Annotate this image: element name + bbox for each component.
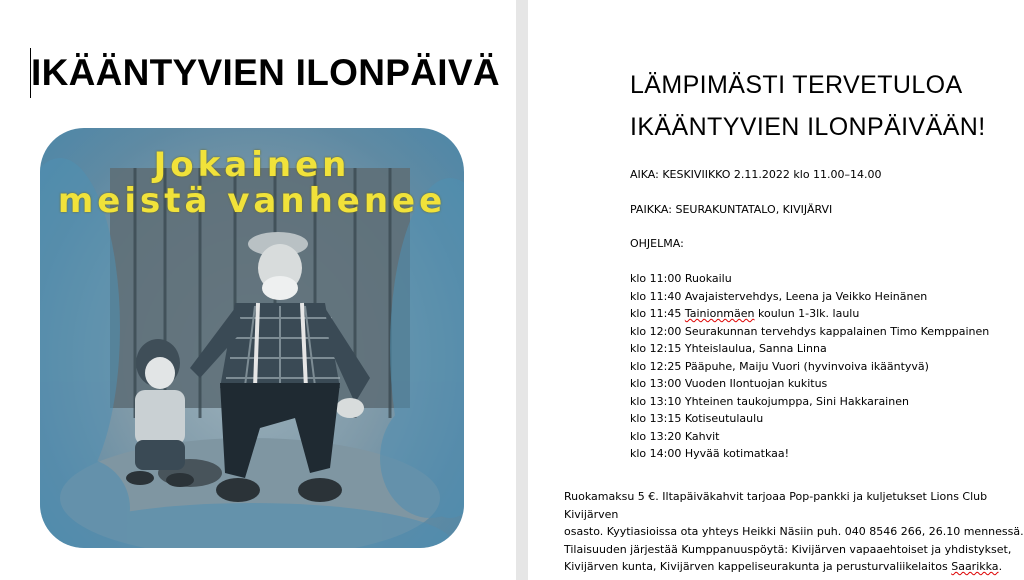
- welcome-heading[interactable]: [630, 64, 986, 148]
- footer-line4-end: .: [998, 560, 1003, 573]
- program-heading[interactable]: OHJELMA:: [630, 237, 684, 250]
- page-title[interactable]: IKÄÄNTYVIEN ILONPÄIVÄ: [31, 52, 500, 93]
- poster-photo[interactable]: [40, 128, 464, 548]
- footer-paragraph[interactable]: [564, 488, 1024, 576]
- right-page: [528, 0, 1024, 580]
- footer-line4: Kivijärven kunta, Kivijärven kappeliseurakunta ja perusturvaliikelaitos: [564, 560, 952, 573]
- footer-line2: osasto. Kyytiasioissa ota yhteys Heikki Näsiin puh. 040 8546 266, 26.10 mennessä.: [564, 525, 1024, 538]
- footer-line3: Tilaisuuden järjestää Kumppanuuspöytä: Kivijärven vapaaehtoiset ja yhdistykset,: [564, 542, 1012, 556]
- welcome-line1: LÄMPIMÄSTI TERVETULOA: [630, 71, 963, 99]
- program-item[interactable]: [630, 305, 989, 323]
- program-item[interactable]: klo 12:15 Yhteislaulua, Sanna Linna: [630, 342, 827, 355]
- place-line[interactable]: PAIKKA: SEURAKUNTATALO, KIVIJÄRVI: [630, 203, 833, 216]
- footer-line1: Ruokamaksu 5 €. Iltapäiväkahvit tarjoaa Pop-pankki ja kuljetukset Lions Club Kivijärven: [564, 490, 988, 521]
- program-item[interactable]: klo 12:00 Seurakunnan tervehdys kappalainen Timo Kemppainen: [630, 324, 990, 338]
- time-line[interactable]: AIKA: KESKIVIIKKO 2.11.2022 klo 11.00–14.00: [630, 168, 882, 181]
- welcome-line2: IKÄÄNTYVIEN ILONPÄIVÄÄN!: [630, 113, 986, 141]
- photo-caption-line1: Jokainen: [153, 145, 351, 185]
- photo-caption-line2: meistä vanhenee: [57, 181, 447, 221]
- program-item[interactable]: klo 13:20 Kahvit: [630, 429, 720, 443]
- program-list: [630, 270, 989, 463]
- program-item[interactable]: klo 14:00 Hyvää kotimatkaa!: [630, 447, 790, 460]
- program-item[interactable]: klo 12:25 Pääpuhe, Maiju Vuori (hyvinvoiva ikääntyvä): [630, 359, 929, 373]
- program-item[interactable]: klo 13:00 Vuoden Ilontuojan kukitus: [630, 377, 828, 390]
- program-item[interactable]: klo 11:00 Ruokailu: [630, 272, 732, 285]
- program-item-time: klo 11:45: [630, 307, 685, 320]
- spellcheck-flagged-word[interactable]: Tainionmäen: [684, 307, 755, 320]
- program-item-rest: koulun 1-3lk. laulu: [754, 307, 860, 320]
- program-item[interactable]: klo 13:10 Yhteinen taukojumppa, Sini Hakkarainen: [630, 394, 909, 408]
- program-item[interactable]: klo 13:15 Kotiseutulaulu: [630, 412, 764, 425]
- program-item[interactable]: klo 11:40 Avajaistervehdys, Leena ja Veikko Heinänen: [630, 289, 928, 303]
- spellcheck-flagged-word[interactable]: Saarikka: [951, 560, 999, 573]
